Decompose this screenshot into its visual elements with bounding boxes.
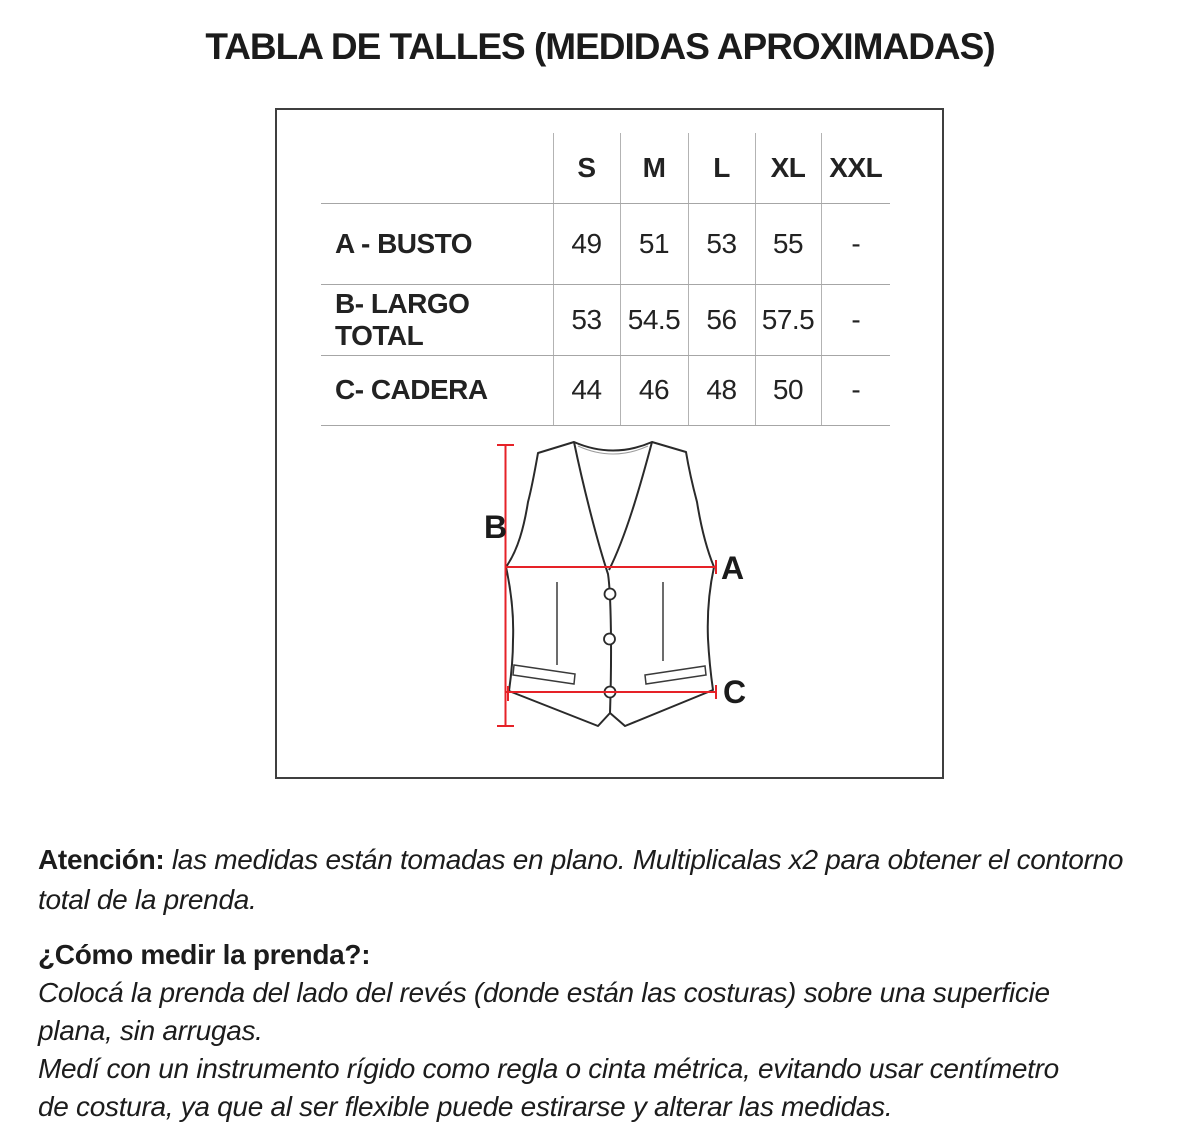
howto-line-2: plana, sin arrugas. xyxy=(38,1015,263,1046)
howto-section xyxy=(38,936,1164,1126)
largo-value-xl: 57.5 xyxy=(755,284,821,355)
largo-value-l: 56 xyxy=(688,284,755,355)
row-label-largo-total: B- LARGO TOTAL xyxy=(321,284,553,355)
busto-value-xl: 55 xyxy=(755,203,821,284)
cadera-value-m: 46 xyxy=(620,355,688,425)
column-header-xl: XL xyxy=(755,133,821,203)
busto-value-m: 51 xyxy=(620,203,688,284)
attention-line-1 xyxy=(38,840,1164,880)
howto-heading: ¿Cómo medir la prenda?: xyxy=(38,939,371,970)
measure-label-a: A xyxy=(721,550,744,586)
column-header-l: L xyxy=(688,133,755,203)
measure-label-c: C xyxy=(723,674,746,710)
largo-value-m: 54.5 xyxy=(620,284,688,355)
howto-line-3: Medí con un instrumento rígido como regla o cinta métrica, evitando usar centímetro xyxy=(38,1053,1059,1084)
corner-cell xyxy=(321,133,553,203)
howto-line-1: Colocá la prenda del lado del revés (donde están las costuras) sobre una superficie xyxy=(38,977,1050,1008)
measure-label-b: B xyxy=(484,509,507,545)
attention-text-1: las medidas están tomadas en plano. Multiplicalas x2 para obtener el contorno xyxy=(171,844,1124,875)
table-row-largo-total xyxy=(321,284,890,355)
size-chart-panel xyxy=(275,108,944,779)
column-header-m: M xyxy=(620,133,688,203)
attention-note xyxy=(38,840,1164,920)
button-top xyxy=(605,589,616,600)
button-middle xyxy=(604,634,615,645)
column-header-xxl: XXL xyxy=(821,133,890,203)
attention-label: Atención: xyxy=(38,844,165,875)
attention-text-2: total de la prenda. xyxy=(38,884,257,915)
size-header-row xyxy=(321,133,890,203)
busto-value-l: 53 xyxy=(688,203,755,284)
column-header-s: S xyxy=(553,133,620,203)
busto-value-s: 49 xyxy=(553,203,620,284)
vest-measurement-diagram xyxy=(480,432,760,762)
busto-value-xxl: - xyxy=(821,203,890,284)
cadera-value-s: 44 xyxy=(553,355,620,425)
table-row-busto xyxy=(321,203,890,284)
largo-value-s: 53 xyxy=(553,284,620,355)
cadera-value-xl: 50 xyxy=(755,355,821,425)
howto-line-4: de costura, ya que al ser flexible puede estirarse y alterar las medidas. xyxy=(38,1091,893,1122)
cadera-value-xxl: - xyxy=(821,355,890,425)
page-title: TABLA DE TALLES (MEDIDAS APROXIMADAS) xyxy=(205,26,995,67)
row-label-busto: A - BUSTO xyxy=(321,203,553,284)
size-chart-table xyxy=(321,133,890,426)
row-label-cadera: C- CADERA xyxy=(321,355,553,425)
table-row-cadera xyxy=(321,355,890,425)
largo-value-xxl: - xyxy=(821,284,890,355)
cadera-value-l: 48 xyxy=(688,355,755,425)
